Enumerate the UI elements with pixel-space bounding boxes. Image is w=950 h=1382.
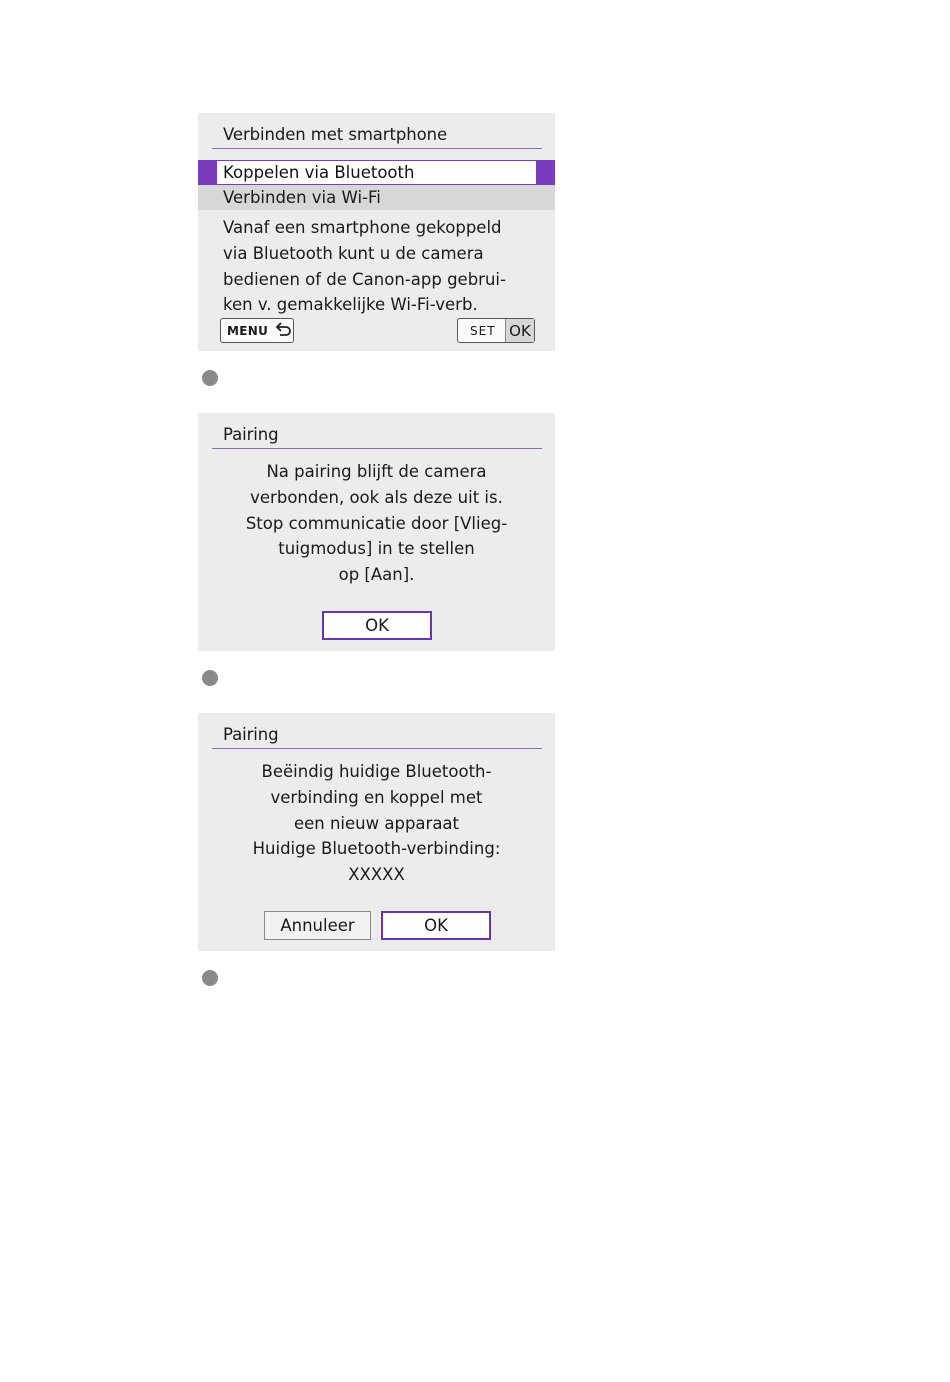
menu-item-bluetooth-pairing[interactable] (198, 160, 555, 185)
ok-button[interactable]: OK (381, 911, 491, 940)
ok-label: OK (505, 319, 534, 342)
ok-button[interactable]: OK (322, 611, 432, 640)
dialog-title: Pairing (223, 425, 279, 444)
menu-item-label: Verbinden via Wi-Fi (223, 188, 381, 207)
bullet-icon (202, 670, 218, 686)
dialog-message: Beëindig huidige Bluetooth- verbinding en koppel met een nieuw apparaat Huidige Bluetooth-verbinding: XXXXX (252, 762, 501, 885)
title-divider (212, 148, 542, 149)
menu-item-label: Koppelen via Bluetooth (217, 161, 536, 184)
cancel-button[interactable]: Annuleer (264, 911, 371, 940)
menu-button-label: MENU (224, 324, 271, 338)
back-arrow-icon (275, 321, 293, 340)
pairing-replace-dialog (198, 713, 555, 951)
set-button-label: SET (470, 323, 496, 338)
menu-description: Vanaf een smartphone gekoppeld via Bluetooth kunt u de camera bedienen of de Canon-app gebrui- ken v. gemakkelijke Wi-Fi-verb. (223, 218, 506, 315)
menu-back-button[interactable] (220, 318, 294, 343)
title-divider (212, 748, 542, 749)
menu-item-wifi-connect[interactable] (198, 185, 555, 210)
pairing-info-dialog (198, 413, 555, 651)
dialog-message: Na pairing blijft de camera verbonden, ook als deze uit is. Stop communicatie door [Vlieg- tuigmodus] in te stellen op [Aan]. (245, 462, 508, 585)
title-divider (212, 448, 542, 449)
bullet-icon (202, 370, 218, 386)
bullet-icon (202, 970, 218, 986)
dialog-title: Pairing (223, 725, 279, 744)
smartphone-connect-screen (198, 113, 555, 351)
screen-title: Verbinden met smartphone (223, 125, 447, 144)
set-ok-button[interactable] (457, 318, 535, 343)
